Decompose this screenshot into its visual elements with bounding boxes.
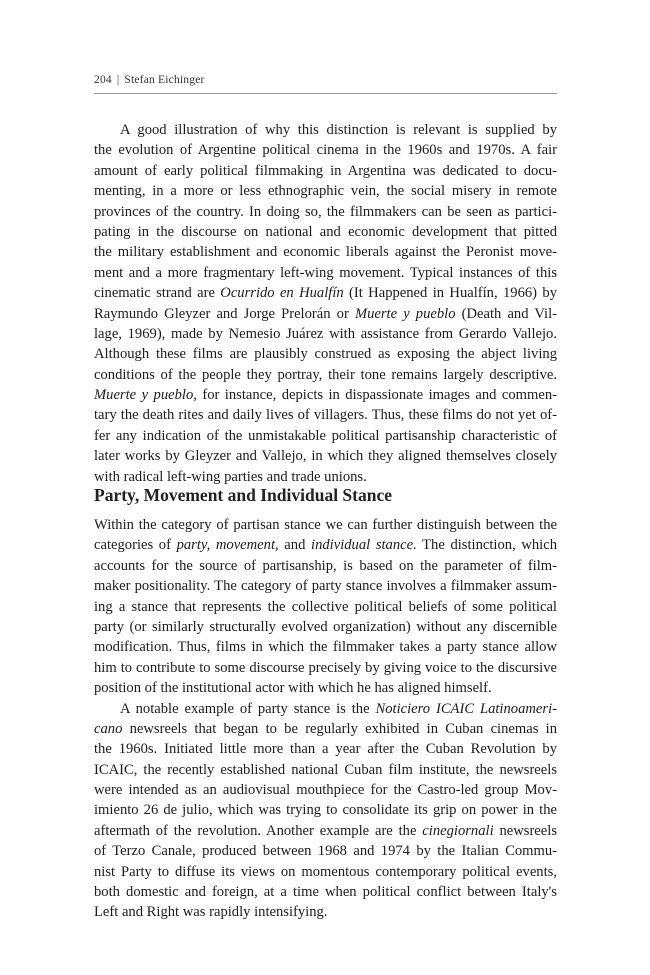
text-segment: ing a stance that represents the collective political beliefs of some political	[94, 598, 557, 615]
text-segment: imiento 26 de julio, which was trying to consolidate its grip on power in the	[94, 802, 557, 819]
text-line	[94, 739, 557, 759]
text-segment: A notable example of party stance is the	[120, 700, 376, 717]
text-line	[94, 222, 557, 242]
text-segment: newsreels	[493, 822, 557, 839]
text-segment: aftermath of the revolution. Another example are the	[94, 822, 423, 839]
text-segment: accounts for the source of partisanship, is based on the parameter of film-	[94, 557, 557, 574]
text-segment: for instance, depicts in dispassionate images and commen-	[196, 387, 557, 404]
text-line	[94, 385, 557, 405]
text-line	[94, 140, 557, 160]
body-paragraph-2	[94, 515, 557, 923]
text-segment: pating in the discourse on national and economic development that pitted	[94, 223, 557, 240]
text-segment: lage, 1969), made by Nemesio Juárez with assistance from Gerardo Vallejo.	[94, 325, 557, 342]
text-segment: menting, in a more or less ethnographic vein, the social misery in remote	[94, 183, 557, 200]
text-segment: were intended as an audiovisual mouthpiece for the Castro-led group Mov-	[94, 782, 557, 799]
text-line	[94, 617, 557, 637]
text-segment: Left and Right was rapidly intensifying.	[94, 904, 328, 921]
text-line	[94, 365, 557, 385]
section-heading: Party, Movement and Individual Stance	[94, 485, 393, 505]
author-name: Stefan Eichinger	[124, 74, 205, 86]
text-line	[94, 535, 557, 555]
text-line	[94, 283, 557, 303]
italic-text: individual stance.	[311, 537, 417, 554]
italic-text: party, movement,	[176, 537, 279, 554]
text-line	[94, 344, 557, 364]
italic-text: cinegiornali	[422, 822, 494, 839]
text-segment: and	[278, 537, 312, 554]
text-segment: (It Happened in Hualfín, 1966) by	[343, 285, 557, 302]
text-line	[94, 515, 557, 535]
text-segment: Within the category of partisan stance we can further distinguish between the	[94, 517, 557, 533]
text-segment: fer any indication of the unmistakable political partisanship characteristic of	[94, 427, 557, 444]
text-segment: the military establishment and economic liberals against the Peronist move-	[94, 244, 557, 261]
header-rule	[94, 93, 557, 94]
italic-text: Noticiero ICAIC Latinoameri-	[375, 700, 557, 717]
text-line	[94, 678, 557, 698]
text-line	[94, 841, 557, 861]
text-segment: modification. Thus, films in which the filmmaker takes a party stance allow	[94, 639, 557, 656]
text-line	[94, 882, 557, 902]
text-segment: position of the institutional actor with which he has aligned himself.	[94, 680, 492, 697]
header-separator: |	[116, 74, 120, 86]
page-number: 204	[94, 74, 112, 86]
text-segment: maker positionality. The category of party stance involves a filmmaker assum-	[94, 578, 557, 595]
italic-text: cano	[94, 720, 123, 737]
text-line	[94, 120, 557, 140]
text-segment: party (or similarly structurally evolved organization) without any discernible	[94, 618, 557, 635]
text-segment: conditions of the people they portray, their tone remains largely descriptive.	[94, 366, 557, 383]
text-segment: newsreels that began to be regularly exhibited in Cuban cinemas in	[122, 720, 557, 737]
text-segment: the evolution of Argentine political cinema in the 1960s and 1970s. A fair	[94, 142, 557, 159]
italic-text: Muerte y pueblo,	[94, 387, 197, 404]
running-header	[94, 74, 205, 86]
text-line	[94, 576, 557, 596]
text-segment: amount of early political filmmaking in Argentina was dedicated to docu-	[94, 162, 557, 179]
text-segment: cinematic strand are	[94, 285, 221, 302]
text-segment: ICAIC, the recently established national Cuban film institute, the newsreels	[94, 761, 557, 778]
text-segment: ment and a more fragmentary left-wing movement. Typical instances of this	[94, 264, 557, 281]
text-segment: A good illustration of why this distinction is relevant is supplied by	[120, 122, 557, 138]
italic-text: Ocurrido en Hualfín	[220, 285, 344, 302]
text-line	[94, 446, 557, 466]
text-line	[94, 658, 557, 678]
text-line	[94, 324, 557, 344]
text-line	[94, 637, 557, 657]
text-line	[94, 780, 557, 800]
text-line	[94, 719, 557, 739]
text-segment: of Terzo Canale, produced between 1968 and 1974 by the Italian Commu-	[94, 843, 557, 860]
text-line	[94, 405, 557, 425]
text-line	[94, 800, 557, 820]
text-segment: with radical left-wing parties and trade unions.	[94, 468, 367, 485]
text-line	[94, 760, 557, 780]
text-segment: categories of	[94, 537, 177, 554]
text-line	[94, 426, 557, 446]
italic-text: Muerte y pueblo	[354, 305, 456, 322]
text-line	[94, 821, 557, 841]
text-line	[94, 467, 557, 487]
text-segment: later works by Gleyzer and Vallejo, in which they aligned themselves closely	[94, 448, 557, 465]
text-line	[94, 161, 557, 181]
text-segment: provinces of the country. In doing so, the filmmakers can be seen as partici-	[94, 203, 557, 220]
text-segment: Raymundo Gleyzer and Jorge Prelorán or	[94, 305, 355, 322]
text-line	[94, 556, 557, 576]
text-line	[94, 304, 557, 324]
text-line	[94, 902, 557, 922]
text-segment: tary the death rites and daily lives of villagers. Thus, these films do not yet of-	[94, 407, 557, 424]
text-segment: him to contribute to some discourse precisely by giving voice to the discursive	[94, 659, 557, 676]
text-line	[94, 597, 557, 617]
text-segment: both domestic and foreign, at a time when political conflict between Italy's	[94, 884, 557, 901]
text-line	[94, 181, 557, 201]
text-segment: Although these films are plausibly construed as exposing the abject living	[94, 346, 557, 363]
text-line	[94, 242, 557, 262]
text-line	[94, 202, 557, 222]
text-segment: nist Party to diffuse its views on momentous contemporary political events,	[94, 863, 557, 880]
body-paragraph-1	[94, 120, 557, 487]
text-line	[94, 263, 557, 283]
text-segment: The distinction, which	[416, 537, 558, 554]
text-line	[94, 699, 557, 719]
text-line	[94, 862, 557, 882]
text-segment: the 1960s. Initiated little more than a year after the Cuban Revolution by	[94, 741, 557, 758]
text-segment: (Death and Vil-	[455, 305, 558, 322]
